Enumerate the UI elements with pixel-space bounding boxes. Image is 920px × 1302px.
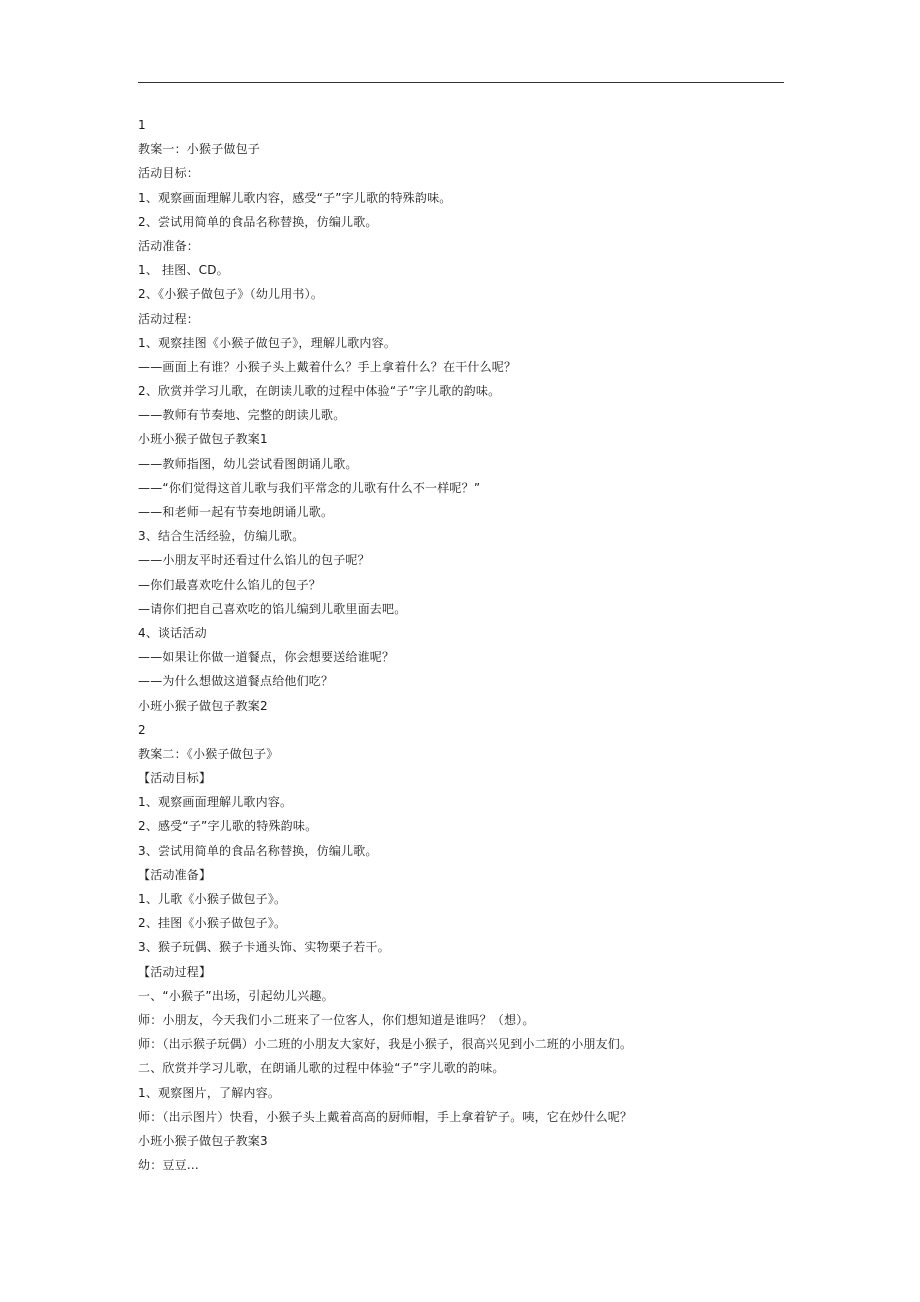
text-line: —请你们把自己喜欢吃的馅儿编到儿歌里面去吧。: [138, 601, 407, 616]
text-line: 师：小朋友，今天我们小二班来了一位客人，你们想知道是谁吗？（想）。: [138, 1012, 535, 1027]
text-line: 1、观察画面理解儿歌内容。: [138, 795, 293, 810]
text-line: ——和老师一起有节奏地朗诵儿歌。: [138, 505, 334, 519]
section-heading-preparation: 活动准备：: [138, 238, 200, 253]
lesson-one-title: 教案一：小猴子做包子: [138, 142, 261, 157]
text-line: 4、谈话活动: [138, 625, 207, 640]
text-line: 1、观察画面理解儿歌内容，感受“子”字儿歌的特殊韵味。: [138, 190, 452, 205]
section-heading-preparation: 【活动准备】: [138, 867, 212, 882]
section-heading-process: 活动过程：: [138, 311, 200, 326]
text-line: 1、观察挂图《小猴子做包子》，理解儿歌内容。: [138, 335, 397, 350]
section-heading-goals: 活动目标：: [138, 166, 200, 181]
text-line: 一、“小猴子”出场，引起幼儿兴趣。: [138, 988, 334, 1003]
text-line: 1、 挂图、CD。: [138, 263, 229, 278]
text-line: 1、观察图片，了解内容。: [138, 1085, 281, 1100]
header-rule: [138, 82, 784, 83]
text-line: ——为什么想做这道餐点给他们吃？: [138, 674, 334, 689]
text-line: 2、挂图《小猴子做包子》。: [138, 916, 287, 931]
text-line: 3、尝试用简单的食品名称替换，仿编儿歌。: [138, 843, 378, 858]
inline-caption-2: 小班小猴子做包子教案2: [138, 698, 268, 713]
text-line: ——画面上有谁？小猴子头上戴着什么？手上拿着什么？在干什么呢？: [138, 359, 517, 374]
inline-caption-3: 小班小猴子做包子教案3: [138, 1133, 268, 1148]
inline-caption-1: 小班小猴子做包子教案1: [138, 432, 268, 447]
lesson-two-title: 教案二：《小猴子做包子》: [138, 746, 279, 761]
text-line: ——“你们觉得这首儿歌与我们平常念的儿歌有什么不一样呢？”: [138, 480, 481, 495]
section-heading-process: 【活动过程】: [138, 964, 212, 979]
text-line: ——如果让你做一道餐点，你会想要送给谁呢？: [138, 650, 395, 665]
text-line: 师：（出示图片）快看，小猴子头上戴着高高的厨师帽，手上拿着铲子。咦，它在炒什么呢？: [138, 1109, 633, 1124]
text-line: 1、儿歌《小猴子做包子》。: [138, 892, 287, 906]
page-number-2: 2: [138, 722, 146, 737]
text-line: 3、猴子玩偶、猴子卡通头饰、实物栗子若干。: [138, 940, 390, 955]
text-line: —你们最喜欢吃什么馅儿的包子？: [138, 577, 322, 592]
text-line: 2、欣赏并学习儿歌，在朗读儿歌的过程中体验“子”字儿歌的韵味。: [138, 384, 501, 399]
text-line: 2、感受“子”字儿歌的特殊韵味。: [138, 819, 318, 834]
text-line: ——教师指图，幼儿尝试看图朗诵儿歌。: [138, 456, 358, 471]
text-line: 师：（出示猴子玩偶）小二班的小朋友大家好，我是小猴子，很高兴见到小二班的小朋友们。: [138, 1037, 633, 1052]
document-body: [138, 113, 838, 1177]
text-line: ——教师有节奏地、完整的朗读儿歌。: [138, 408, 346, 423]
text-line: 二、欣赏并学习儿歌，在朗诵儿歌的过程中体验“子”字儿歌的韵味。: [138, 1061, 505, 1076]
text-line: 幼：豆豆…: [138, 1158, 200, 1173]
text-line: 2、尝试用简单的食品名称替换，仿编儿歌。: [138, 214, 378, 229]
text-line: ——小朋友平时还看过什么馅儿的包子呢？: [138, 553, 370, 568]
text-line: 2、《小猴子做包子》（幼儿用书）。: [138, 287, 324, 302]
text-line: 3、结合生活经验，仿编儿歌。: [138, 529, 305, 544]
page-number-1: 1: [138, 118, 146, 132]
section-heading-goals: 【活动目标】: [138, 771, 212, 786]
